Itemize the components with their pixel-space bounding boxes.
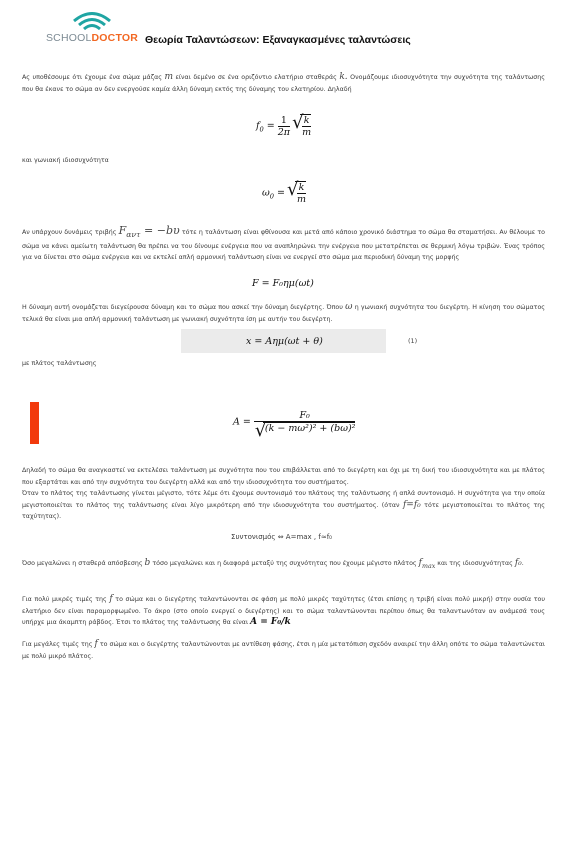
symbol-fmax	[419, 558, 436, 568]
w0-lhs: ω	[262, 187, 270, 199]
text-segment: Για πολύ μικρές τιμές της	[22, 596, 107, 603]
text-segment: Η δύναμη αυτή ονομάζεται διεγείρουσα δύναμη και το σώμα που ασκεί την δύναμη διεγέρτης. Όπου	[22, 304, 343, 311]
text-segment: Όσο μεγαλώνει η σταθερά απόσβεσης	[22, 560, 143, 567]
text-segment: .	[521, 560, 524, 567]
logo-doctor: DOCTOR	[91, 32, 139, 44]
symbol-f: f	[418, 558, 422, 568]
text-segment: τότε η ταλάντωση είναι φθίνουσα και μετά από κάποιο χρονικό διάστημα το σώμα θα σταματήσει. Αν θέλουμε το σώμα να κάνει αμείωτη ταλάντωση θα πρέπει να του δίνουμε ενέργεια που να αναπληρώνει την ενέργεια που μετατρέπεται σε θερμική λόγω τριβών. Ένας τρόπος για να δίνεται στο σώμα ενέργεια και να εκτελεί απλή αρμονική ταλάντωση είναι να ενεργεί στο σώμα μια περιοδική δύναμη της μορφής	[22, 229, 545, 262]
amplitude-lhs: A =	[233, 416, 254, 428]
sqrt-fraction	[302, 115, 311, 138]
resonance-condition: Συντονισμός ⇔ A=max , f≈f₀	[231, 533, 332, 541]
symbol-b: b	[144, 558, 151, 568]
intro-paragraph	[22, 72, 545, 95]
text-segment: το σώμα και ο διεγέρτης ταλαντώνονται με αντίθεση φάσης, έτσι η μία μετατόπιση σχεδόν αναιρεί την άλλη οπότε το σώμα ταλαντώνεται με πολύ μικρό πλάτος.	[22, 641, 545, 660]
sqrt-fraction	[297, 182, 306, 205]
symbol-k: k.	[339, 72, 348, 82]
high-frequency-paragraph	[22, 639, 545, 662]
text-segment: Όταν το πλάτος της ταλάντωσης γίνεται μέγιστο, τότε λέμε ότι έχουμε συντονισμό του πλάτους της ταλάντωσης ή απλά συντονισμό. Η συχνότητα για την οποία μεγιστοποιείται το πλάτος της ταλάντωσης είναι λίγο μικρότερη από την ιδιοσυχνότητα του συστήματος. (όταν	[22, 490, 545, 509]
text-segment: τότε μεγιστοποιείται το πλάτος της ταχύτητας).	[22, 501, 545, 520]
displacement-formula: x = Aημ(ωt + θ)	[246, 336, 323, 347]
numerator: 1	[278, 115, 290, 127]
text-segment: τόσο μεγαλώνει και η διαφορά μεταξύ της συχνότητας που έχουμε μέγιστο πλάτος	[152, 560, 417, 567]
friction-paragraph	[22, 225, 545, 264]
symbol-F-sub: αντ	[126, 230, 141, 240]
equation-number: (1)	[408, 337, 418, 345]
logo-school: SCHOOL	[45, 32, 92, 44]
f0-lhs: f	[256, 120, 260, 132]
w0-sub: 0	[269, 192, 274, 201]
text-segment: και της ιδιοσυχνότητας	[437, 560, 513, 567]
text-segment: Ας υποθέσουμε ότι έχουμε ένα σώμα μάζας	[22, 74, 162, 81]
text-segment: η γωνιακή συχνότητα του διεγέρτη. Η κίνηση του σώματος τελικά θα είναι μια απλή αρμονική ταλάντωση με γωνιακή συχνότητα ίση με αυτήν του διεγέρτη.	[22, 304, 546, 323]
f0-sub: 0	[259, 125, 264, 134]
denominator	[254, 422, 356, 434]
low-frequency-paragraph	[22, 594, 545, 629]
symbol-f: f	[94, 639, 98, 649]
numerator: F₀	[254, 410, 356, 422]
symbol-f-sub: max	[422, 562, 436, 570]
red-marker-bar	[30, 402, 39, 444]
symbol-omega: ω	[345, 302, 353, 312]
denominator: m	[296, 194, 306, 205]
symbol-f: f	[109, 594, 113, 604]
symbol-f0: f₀	[514, 558, 522, 568]
logo-wordmark	[44, 32, 140, 44]
denominator: 2π	[277, 126, 291, 138]
text-segment: Για μεγάλες τιμές της	[22, 641, 93, 648]
text-segment: το σώμα και ο διεγέρτης ταλαντώνονται σε φάση με πολύ μικρές ταχύτητες (έτσι επίσης η τριβή είναι πολύ μικρή) στην ουσία του ελατήριο δεν είναι παραμορφωμένο. Το άκρο (στο οποίο ενεργεί ο διεγέρτης) και το σώμα ταλαντώνονται περίπου όπως θα ταλαντωνόταν αν ανάμεσά τους υπήρχε μια άκαμπτη ράβδος. Έτσι το πλάτος της ταλάντωσης θα είναι	[22, 596, 546, 626]
friction-equation: = −bυ	[143, 224, 180, 237]
forced-oscillation-paragraph: Δηλαδή το σώμα θα αναγκαστεί να εκτελέσει ταλάντωση με συχνότητα που του επιβάλλεται από το διεγέρτη και όχι με τη δική του ιδιοσυχνότητα και με πλάτος που εξαρτάται και από την συχνότητα του διεγέρτη αλλά και από την ιδιοσυχνότητα του συστήματος.	[22, 467, 545, 486]
square-root	[263, 422, 356, 434]
resonance-paragraph	[22, 488, 545, 523]
wifi-signal-icon	[44, 8, 140, 34]
amplitude-label: με πλάτος ταλάντωσης	[22, 360, 97, 367]
text-segment: είναι δεμένο σε ένα οριζόντιο ελατήριο σταθεράς	[175, 74, 337, 81]
friction-force-symbol	[118, 224, 180, 240]
square-root	[295, 181, 306, 205]
amplitude-formula	[233, 410, 355, 434]
damping-paragraph	[22, 558, 545, 572]
square-root	[300, 114, 311, 138]
driver-paragraph	[22, 302, 545, 325]
angular-frequency-label: και γωνιακή ιδιοσυχνότητα	[22, 157, 109, 164]
natural-frequency-formula	[256, 114, 311, 138]
text-segment: Ονομάζουμε ιδιοσυχνότητα την συχνότητα της ταλάντωσης που θα έκανε το σώμα αν δεν ενεργούσε καμία άλλη δύναμη εκτός της δύναμης του ελατηρίου. Δηλαδή	[22, 74, 545, 93]
equals-sign: =	[263, 120, 278, 132]
fraction	[254, 410, 356, 434]
symbol-F: F	[118, 224, 127, 237]
sqrt-content: (k − mω²)² + (bω)²	[264, 423, 356, 434]
driving-force-formula: F = F₀ημ(ωt)	[252, 278, 314, 289]
fraction	[278, 115, 290, 138]
equals-sign: =	[273, 187, 288, 199]
page-title: Θεωρία Ταλαντώσεων: Εξαναγκασμένες ταλαντώσεις	[145, 34, 411, 46]
numerator: √ k	[298, 182, 305, 193]
amplitude-low-freq-formula: A = F₀/k	[250, 617, 291, 627]
denominator: m	[302, 127, 312, 138]
symbol-m: m	[164, 72, 174, 82]
numerator: √ k	[303, 115, 310, 126]
f-equals-f0: f=f₀	[402, 499, 421, 510]
schooldoctor-logo[interactable]	[44, 8, 140, 48]
angular-frequency-formula	[262, 181, 306, 205]
text-segment: Αν υπάρχουν δυνάμεις τριβής	[22, 229, 117, 236]
